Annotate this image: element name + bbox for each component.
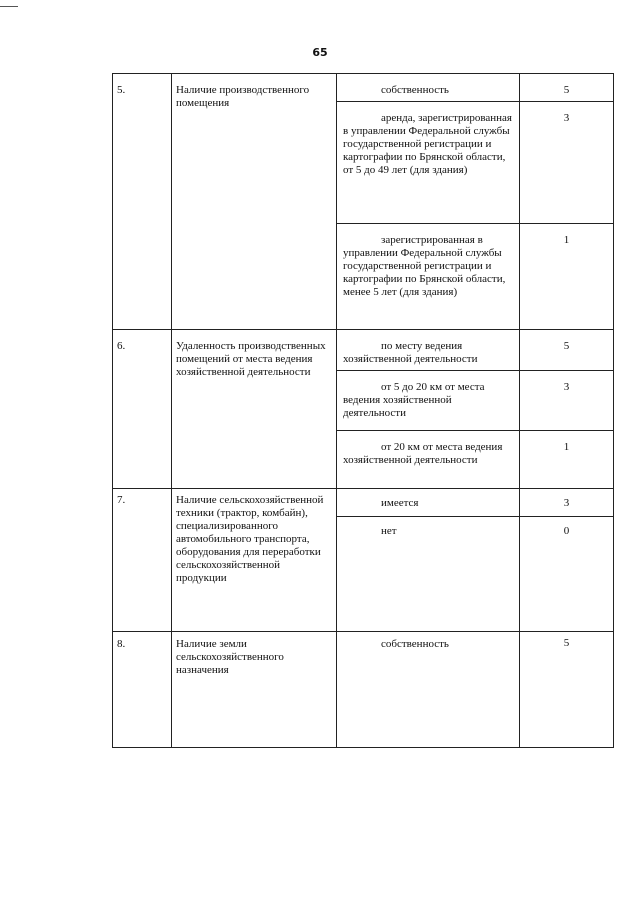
scan-artifact-line	[0, 6, 18, 7]
score-value: 1	[563, 234, 570, 246]
condition-text: аренда, зарегистрированная в управлении Федеральной службы государственной регистрации и картографии по Брянской области, от 5 до 49 лет (для здания)	[343, 112, 512, 176]
table-row	[113, 330, 614, 371]
condition-cell	[337, 632, 520, 748]
score-cell	[520, 102, 614, 224]
score-cell	[520, 330, 614, 371]
score-value: 1	[563, 441, 570, 453]
row-number-cell	[113, 330, 172, 489]
condition-cell	[337, 431, 520, 489]
criterion-cell	[172, 330, 337, 489]
condition-text: по месту ведения хозяйственной деятельности	[343, 340, 478, 365]
criteria-table	[112, 73, 614, 748]
criterion-name: Удаленность производственных помещений от места ведения хозяйственной деятельности	[176, 340, 326, 378]
score-cell	[520, 74, 614, 102]
condition-text: нет	[381, 525, 397, 537]
condition-text: собственность	[381, 84, 449, 96]
condition-cell	[337, 517, 520, 632]
score-value: 0	[563, 525, 570, 537]
score-cell	[520, 632, 614, 748]
table-row	[113, 74, 614, 102]
row-number: 6.	[117, 340, 126, 352]
score-value: 3	[563, 497, 570, 509]
row-number-cell	[113, 489, 172, 632]
criterion-cell	[172, 632, 337, 748]
score-cell	[520, 517, 614, 632]
score-value: 3	[563, 112, 570, 124]
row-number: 5.	[117, 84, 126, 96]
row-number: 8.	[117, 638, 126, 650]
row-number: 7.	[117, 494, 126, 506]
condition-cell	[337, 102, 520, 224]
table-row	[113, 489, 614, 517]
condition-cell	[337, 371, 520, 431]
row-number-cell	[113, 632, 172, 748]
condition-text: зарегистрированная в управлении Федеральной службы государственной регистрации и картографии по Брянской области, менее 5 лет (для здания)	[343, 234, 506, 298]
page-number: 65	[312, 46, 328, 59]
condition-cell	[337, 74, 520, 102]
score-cell	[520, 431, 614, 489]
condition-cell	[337, 224, 520, 330]
score-value: 5	[563, 340, 570, 352]
condition-text: имеется	[381, 497, 419, 509]
condition-text: от 5 до 20 км от места ведения хозяйственной деятельности	[343, 381, 485, 419]
criterion-cell	[172, 489, 337, 632]
score-value: 5	[563, 84, 570, 96]
criterion-name: Наличие производственного помещения	[176, 84, 310, 109]
score-cell	[520, 489, 614, 517]
condition-text: собственность	[381, 638, 449, 650]
score-value: 3	[563, 381, 570, 393]
criterion-name: Наличие земли сельскохозяйственного назначения	[176, 638, 284, 676]
score-cell	[520, 371, 614, 431]
row-number-cell	[113, 74, 172, 330]
score-value: 5	[563, 637, 570, 649]
table-row	[113, 632, 614, 748]
score-cell	[520, 224, 614, 330]
condition-text: от 20 км от места ведения хозяйственной деятельности	[343, 441, 503, 466]
criterion-name: Наличие сельскохозяйственной техники (трактор, комбайн), специализированного автомобильного транспорта, оборудования для переработки сельскохозяйственной продукции	[176, 494, 324, 584]
condition-cell	[337, 489, 520, 517]
criterion-cell	[172, 74, 337, 330]
condition-cell	[337, 330, 520, 371]
